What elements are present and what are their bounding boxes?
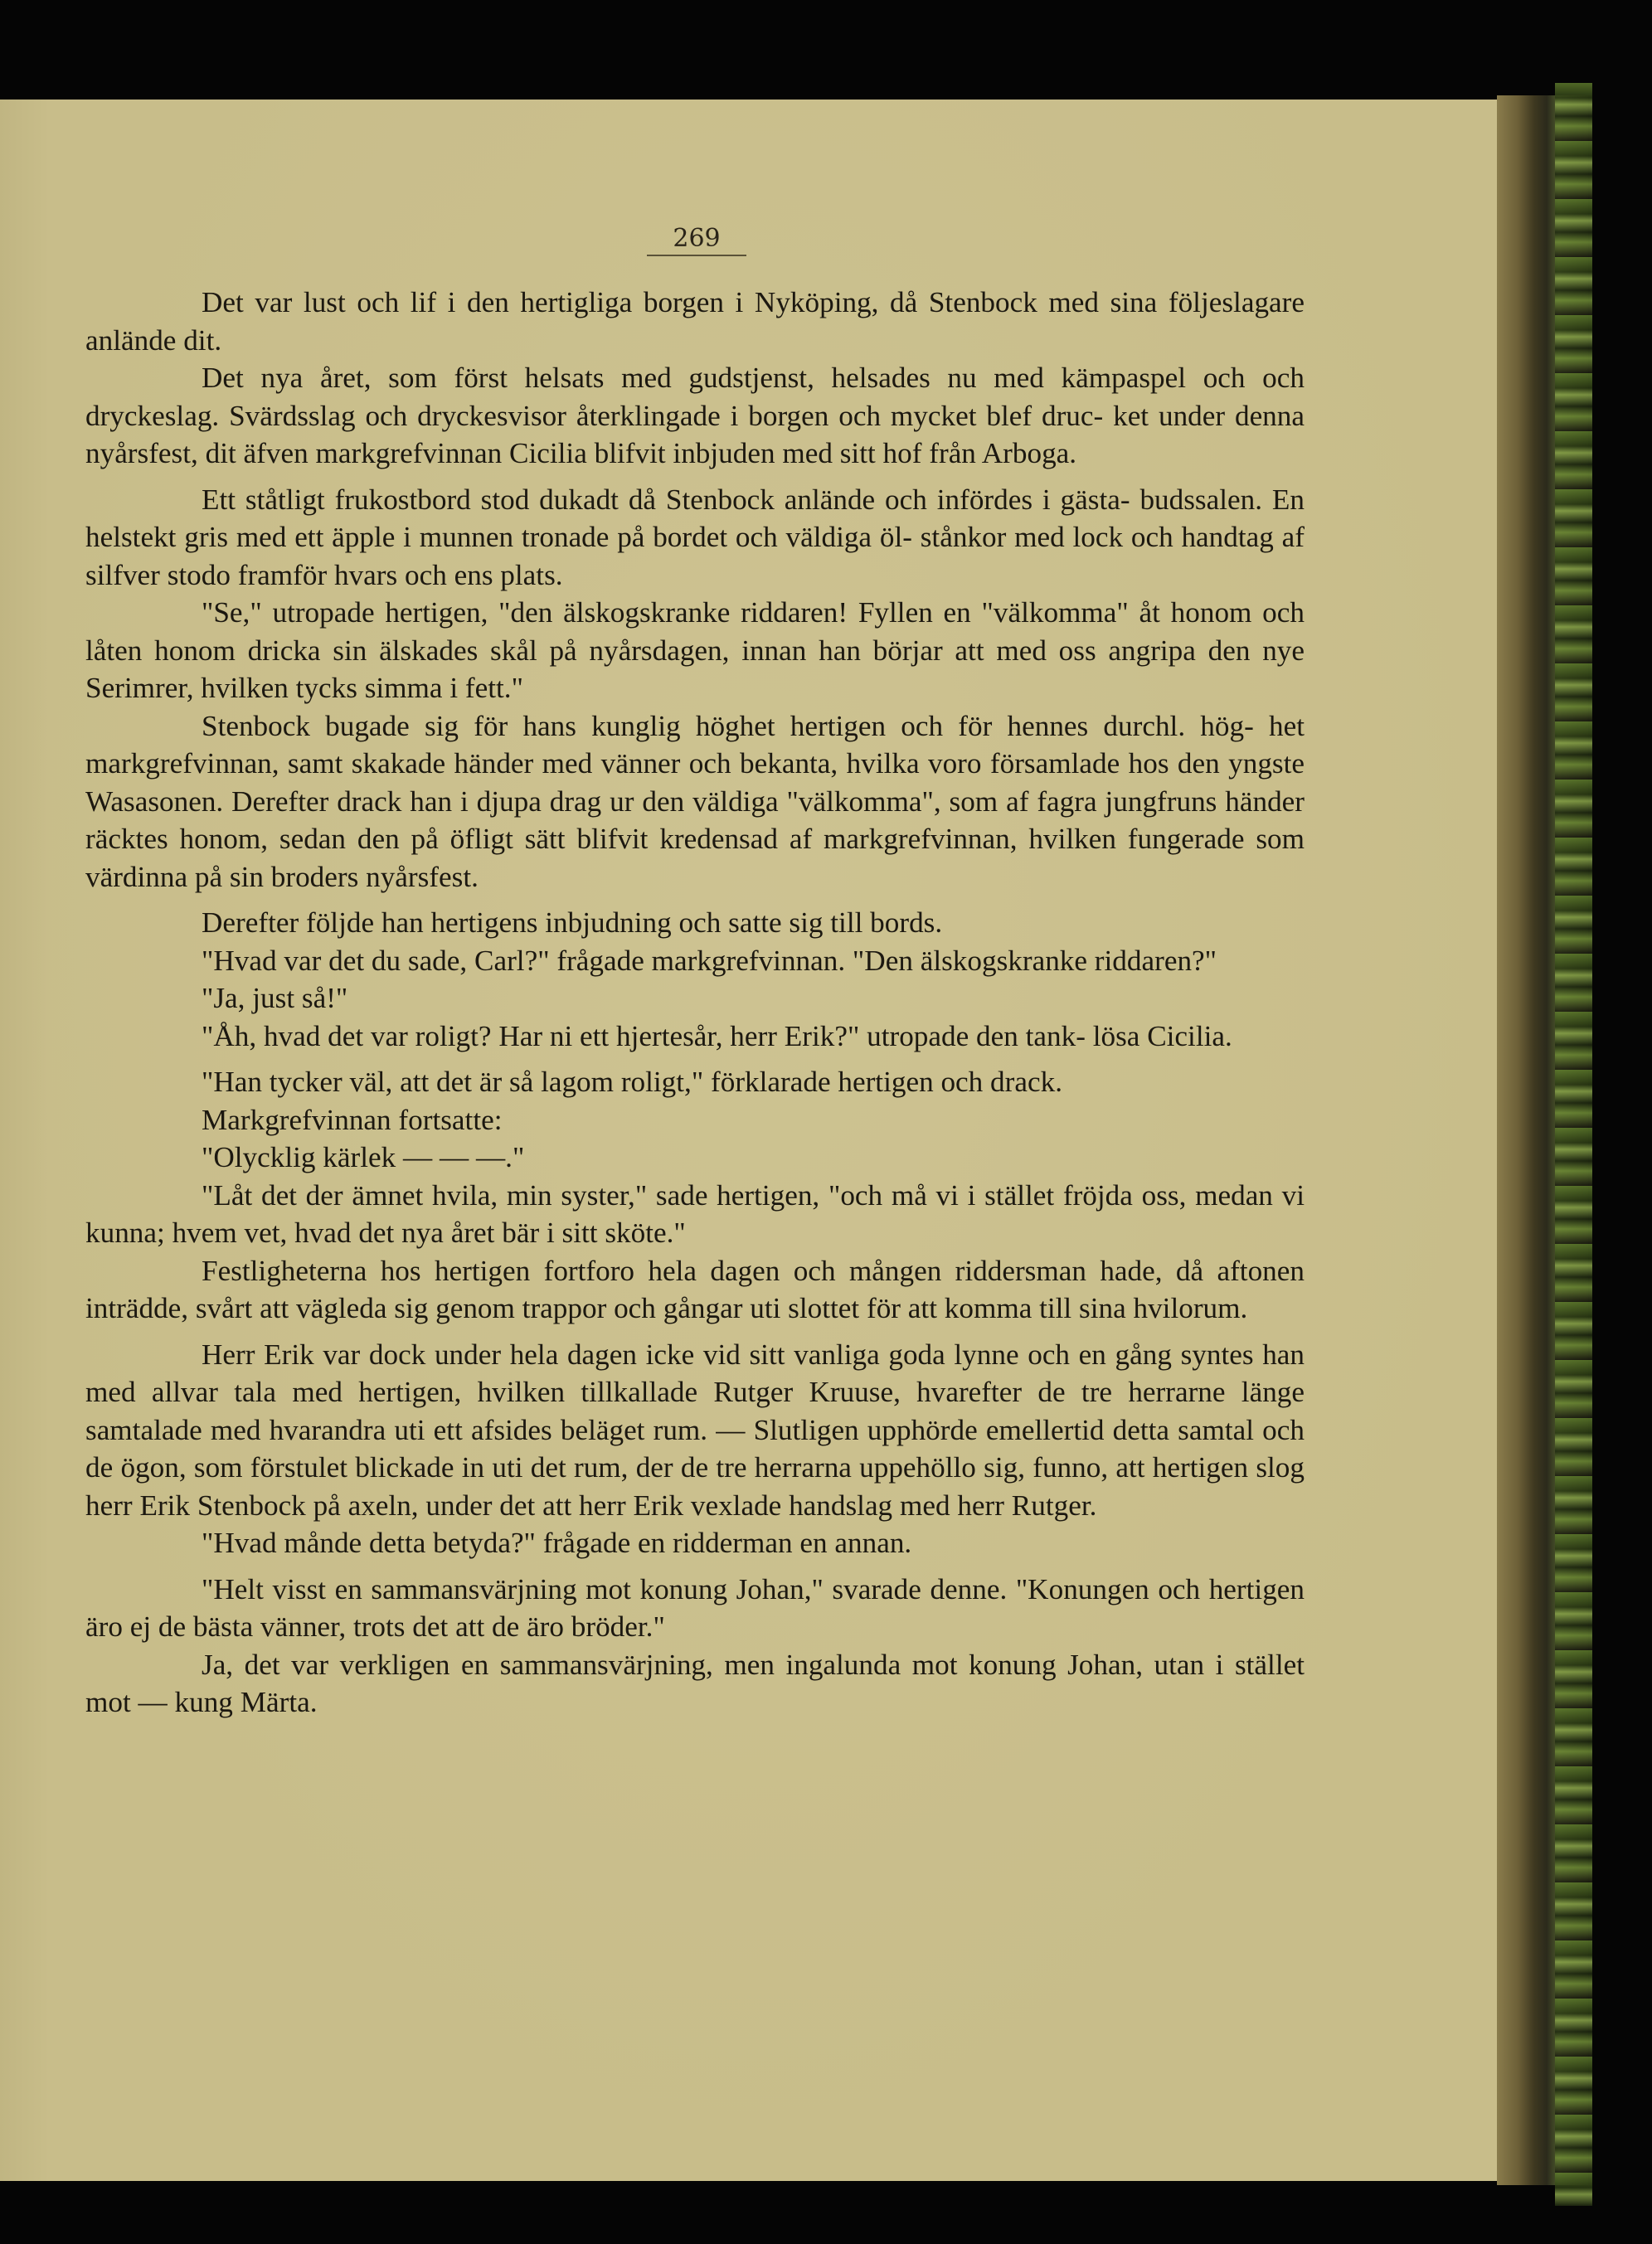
body-text — [85, 284, 1305, 1722]
paragraph: "Olycklig kärlek — — —." — [202, 1141, 525, 1173]
paragraph: "Han tycker väl, att det är så lagom roligt," förklarade hertigen och drack. — [202, 1066, 1062, 1098]
paragraph: Ja, det var verkligen en sammansvärjning, men ingalunda mot konung Johan, utan i stället mot — kung Märta. — [85, 1648, 1305, 1718]
paragraph: "Åh, hvad det var roligt? Har ni ett hjertesår, herr Erik?" utropade den tank- lösa Cicilia. — [202, 1019, 1232, 1052]
paragraph: Det nya året, som först helsats med gudstjenst, helsades nu med kämpaspel och och dryckeslag. Svärdsslag och dryckesvisor återklingade i borgen och mycket blef druc- ket under denna nyårsfest, dit äfven markgrefvinnan Cicilia blifvit inbjuden med sitt hof från Arboga. — [85, 362, 1305, 469]
page-number: 269 — [647, 224, 746, 256]
paragraph: Festligheterna hos hertigen fortforo hela dagen och mången riddersman hade, då aftonen inträdde, svårt att vägleda sig genom trappor och gångar uti slottet för att komma till sina hvilorum. — [85, 1254, 1305, 1324]
paragraph: "Helt visst en sammansvärjning mot konung Johan," svarade denne. "Konungen och hertigen äro ej de bästa vänner, trots det att de äro bröder." — [85, 1572, 1305, 1643]
marbled-edge — [1555, 83, 1592, 2206]
paragraph: "Ja, just så!" — [202, 982, 348, 1014]
paragraph: Det var lust och lif i den hertigliga borgen i Nyköping, då Stenbock med sina följeslagare anlände dit. — [85, 286, 1305, 357]
paragraph: Derefter följde han hertigens inbjudning och satte sig till bords. — [202, 906, 943, 939]
paragraph: Ett ståtligt frukostbord stod dukadt då Stenbock anlände och infördes i gästa- budssalen. En helstekt gris med ett äpple i munnen tronade på bordet och väldiga öl- stånkor med lock och handtag af silfver stodo framför hvars och ens plats. — [85, 483, 1305, 591]
paragraph: Herr Erik var dock under hela dagen icke vid sitt vanliga goda lynne och en gång syntes han med allvar tala med hertigen, hvilken tillkallade Rutger Kruuse, hvarefter de tre herrarne länge samtalade med hvarandra uti ett afsides beläget rum. — Slutligen upphörde emellertid detta samtal och de ögon, som förstulet blickade in uti det rum, der de tre herrarna uppehöllo sig, funno, att hertigen slog herr Erik Stenbock på axeln, under det att herr Erik vexlade handslag med herr Rutger. — [85, 1338, 1305, 1522]
paragraph: "Se," utropade hertigen, "den älskogskranke riddaren! Fyllen en "välkomma" åt honom och låten honom dricka sin älskades skål på nyårsdagen, innan han börjar att med oss angripa den nye Serimrer, hvilken tycks simma i fett." — [85, 596, 1305, 704]
paragraph: "Låt det der ämnet hvila, min syster," sade hertigen, "och må vi i stället fröjda oss, medan vi kunna; hvem vet, hvad det nya året bär i sitt sköte." — [85, 1178, 1305, 1249]
paragraph: "Hvad månde detta betyda?" frågade en ridderman en annan. — [202, 1527, 912, 1559]
paragraph: Markgrefvinnan fortsatte: — [202, 1103, 503, 1136]
paragraph: Stenbock bugade sig för hans kunglig höghet hertigen och för hennes durchl. hög- het markgrefvinnan, samt skakade händer med vänner och bekanta, hvilka voro församlade hos den yngste Wasasonen. Derefter drack han i djupa drag ur den väldiga "välkomma", som af fagra jungfruns händer räcktes honom, sedan den på öfligt sätt blifvit kredensad af markgrefvinnan, hvilken fungerade som värdinna på sin broders nyårsfest. — [85, 709, 1305, 893]
paragraph: "Hvad var det du sade, Carl?" frågade markgrefvinnan. "Den älskogskranke riddaren?" — [202, 944, 1217, 977]
